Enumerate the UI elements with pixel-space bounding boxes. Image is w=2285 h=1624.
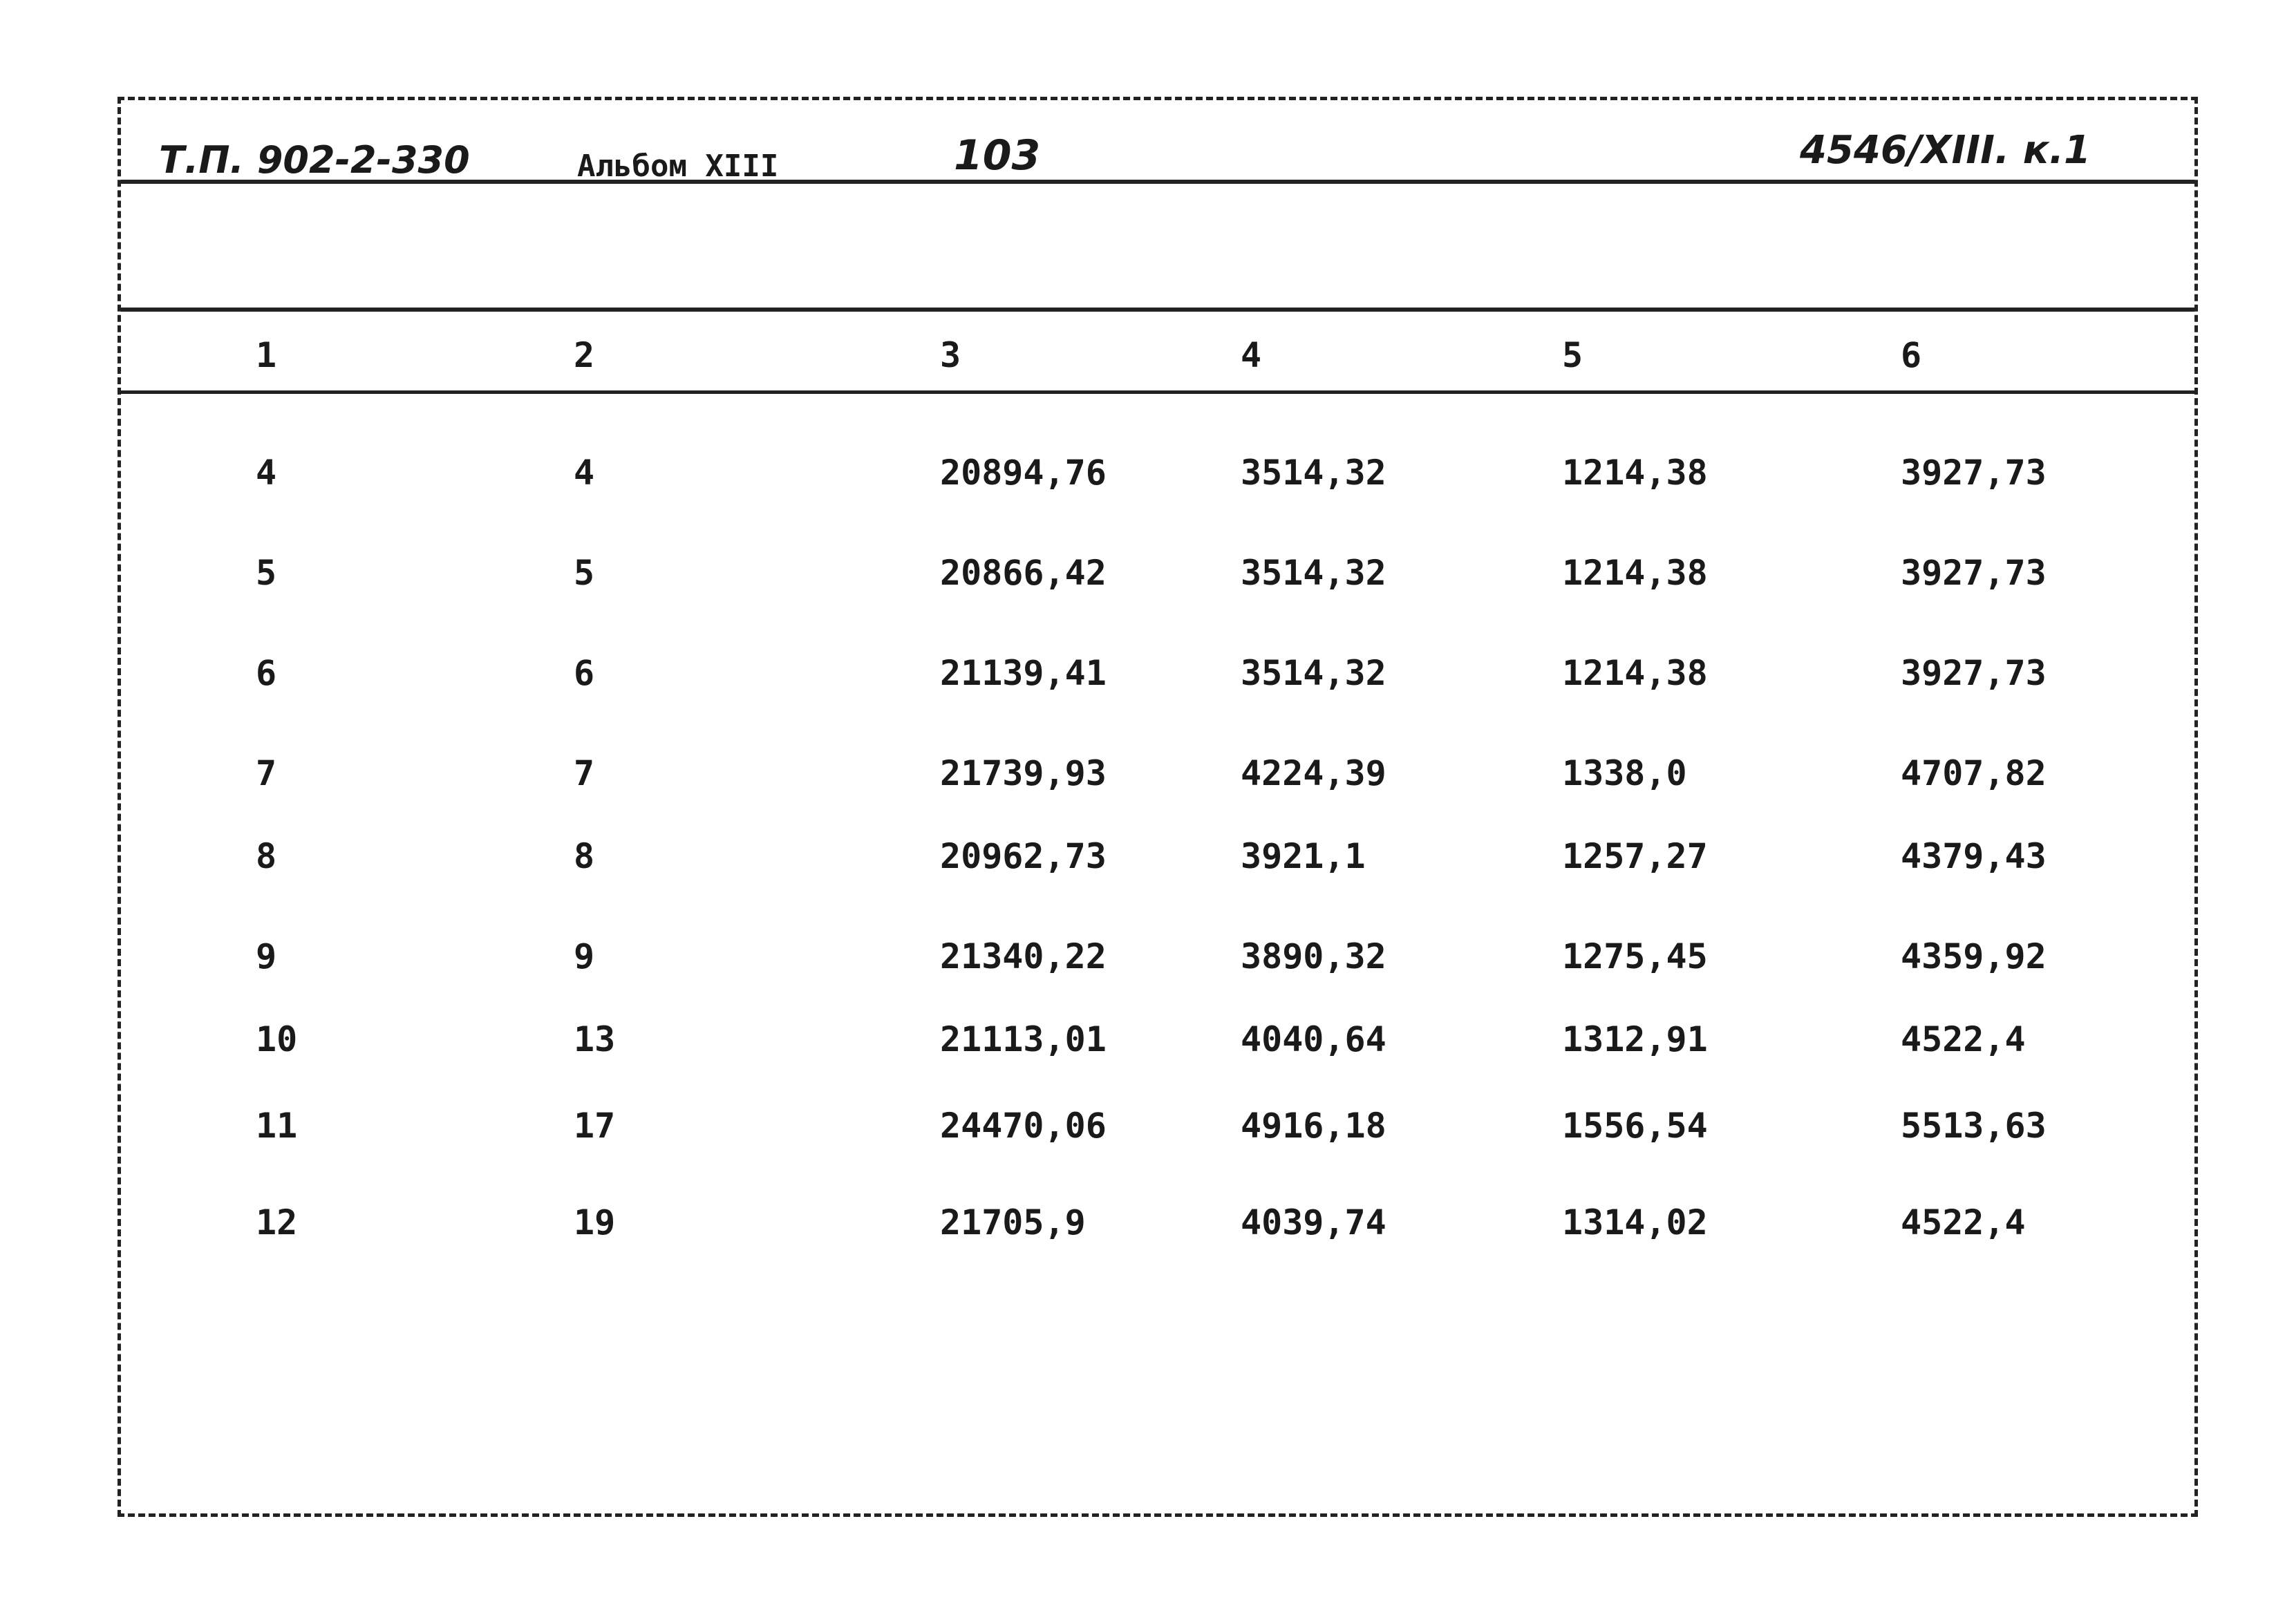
table-cell-col-1: 9 [256, 936, 277, 976]
table-cell-col-2: 8 [574, 836, 595, 876]
table-cell-col-1: 8 [256, 836, 277, 876]
column-number-4: 4 [1241, 335, 1262, 375]
table-cell-col-1: 10 [256, 1019, 298, 1059]
table-cell-col-1: 11 [256, 1106, 298, 1146]
header-divider [121, 180, 2194, 184]
table-cell-col-6: 3927,73 [1901, 653, 2047, 693]
table-row [121, 553, 2194, 601]
table-row [121, 1202, 2194, 1251]
column-number-5: 5 [1562, 335, 1583, 375]
table-cell-col-3: 21113,01 [940, 1019, 1107, 1059]
table-cell-col-6: 4379,43 [1901, 836, 2047, 876]
table-cell-col-4: 3514,32 [1241, 453, 1386, 493]
table-row [121, 453, 2194, 501]
table-cell-col-6: 3927,73 [1901, 453, 2047, 493]
table-cell-col-1: 12 [256, 1202, 298, 1243]
table-cell-col-6: 4522,4 [1901, 1202, 2026, 1243]
table-cell-col-1: 5 [256, 553, 277, 593]
table-cell-col-1: 6 [256, 653, 277, 693]
table-row [121, 936, 2194, 985]
table-cell-col-2: 7 [574, 753, 595, 793]
table-row [121, 653, 2194, 701]
table-cell-col-4: 3514,32 [1241, 653, 1386, 693]
column-number-6: 6 [1901, 335, 1922, 375]
table-cell-col-3: 21340,22 [940, 936, 1107, 976]
table-row [121, 1106, 2194, 1154]
table-cell-col-3: 20866,42 [940, 553, 1107, 593]
table-cell-col-2: 9 [574, 936, 595, 976]
table-cell-col-5: 1314,02 [1562, 1202, 1708, 1243]
table-cell-col-4: 4916,18 [1241, 1106, 1386, 1146]
table-cell-col-1: 4 [256, 453, 277, 493]
table-cell-col-5: 1214,38 [1562, 453, 1708, 493]
table-cell-col-4: 4040,64 [1241, 1019, 1386, 1059]
table-cell-col-6: 4359,92 [1901, 936, 2047, 976]
table-cell-col-3: 21139,41 [940, 653, 1107, 693]
table-row [121, 753, 2194, 802]
table-row [121, 1019, 2194, 1068]
column-number-1: 1 [256, 335, 277, 375]
table-cell-col-6: 4522,4 [1901, 1019, 2026, 1059]
table-cell-col-2: 6 [574, 653, 595, 693]
document-code: Т.П. 902-2-330 [159, 138, 470, 182]
table-cell-col-2: 17 [574, 1106, 616, 1146]
table-row [121, 836, 2194, 885]
table-cell-col-5: 1338,0 [1562, 753, 1687, 793]
table-cell-col-3: 21739,93 [940, 753, 1107, 793]
table-cell-col-3: 21705,9 [940, 1202, 1086, 1243]
table-cell-col-1: 7 [256, 753, 277, 793]
table-cell-col-3: 20894,76 [940, 453, 1107, 493]
table-cell-col-2: 4 [574, 453, 595, 493]
column-number-2: 2 [574, 335, 595, 375]
table-cell-col-2: 13 [574, 1019, 616, 1059]
table-cell-col-5: 1257,27 [1562, 836, 1708, 876]
table-cell-col-3: 20962,73 [940, 836, 1107, 876]
table-cell-col-5: 1312,91 [1562, 1019, 1708, 1059]
table-cell-col-4: 3890,32 [1241, 936, 1386, 976]
table-cell-col-2: 5 [574, 553, 595, 593]
column-header-divider [121, 390, 2194, 394]
album-label: Альбом XIII [577, 149, 779, 184]
table-cell-col-6: 4707,82 [1901, 753, 2047, 793]
table-cell-col-6: 3927,73 [1901, 553, 2047, 593]
document-sheet [117, 97, 2198, 1517]
table-cell-col-5: 1214,38 [1562, 653, 1708, 693]
table-cell-col-3: 24470,06 [940, 1106, 1107, 1146]
table-cell-col-4: 3514,32 [1241, 553, 1386, 593]
section-divider [121, 308, 2194, 312]
table-cell-col-4: 4039,74 [1241, 1202, 1386, 1243]
table-cell-col-4: 4224,39 [1241, 753, 1386, 793]
table-cell-col-4: 3921,1 [1241, 836, 1366, 876]
page-number: 103 [954, 131, 1041, 180]
column-number-3: 3 [940, 335, 961, 375]
archive-number: 4546/XIII. к.1 [1799, 128, 2091, 173]
table-cell-col-5: 1275,45 [1562, 936, 1708, 976]
table-cell-col-6: 5513,63 [1901, 1106, 2047, 1146]
table-cell-col-2: 19 [574, 1202, 616, 1243]
table-cell-col-5: 1556,54 [1562, 1106, 1708, 1146]
table-cell-col-5: 1214,38 [1562, 553, 1708, 593]
